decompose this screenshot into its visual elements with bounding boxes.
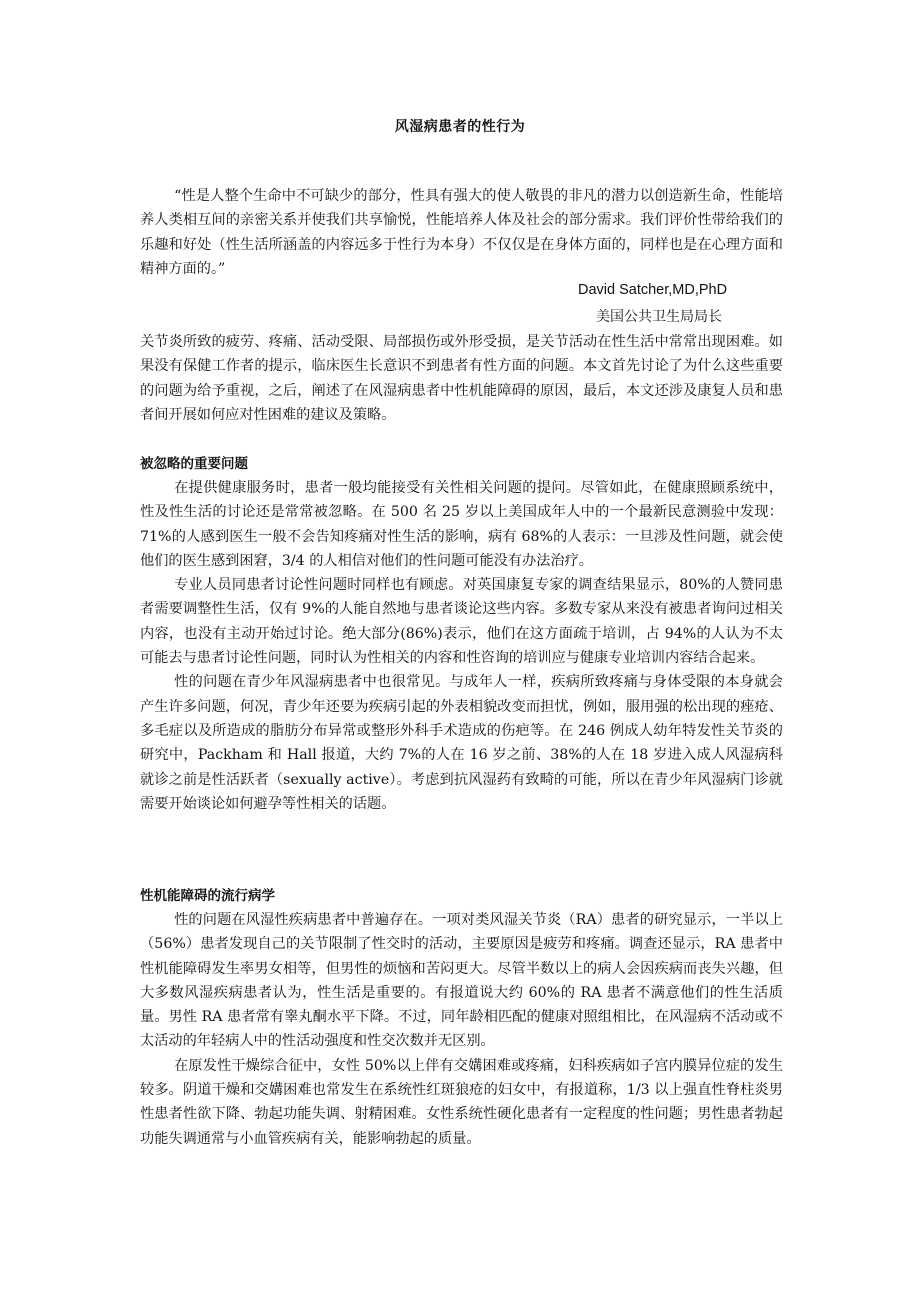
paragraph: 性的问题在青少年风湿病患者中也很常见。与成年人一样，疾病所致疼痛与身体受限的本身就会产生许多问题，何况，青少年还要为疾病引起的外表相貌改变而担忧，例如，服用强的松出现的痤疮、多毛症以及所造成的脂肪分布异常或整形外科手术造成的伤疤等。在 246 例成人幼年特发性关节炎的研究中，Packham 和 Hall 报道，大约 7%的人在 16 岁之前、38%的人在 18 岁进入成人风湿病科就诊之前是性活跃者（sexually active）。考虑到抗风湿药有致畸的可能，所以在青少年风湿病门诊就需要开始谈论如何避孕等性相关的话题。 [140, 674, 783, 812]
intro-paragraph [140, 330, 783, 427]
quote-text: “性是人整个生命中不可缺少的部分，性具有强大的使人敬畏的非凡的潜力以创造新生命，性能培养人类相互间的亲密关系并使我们共享愉悦，性能培养人体及社会的部分需求。我们评价性带给我们的乐趣和好处（性生活所涵盖的内容远多于性行为本身）不仅仅是在身体方面的，同样也是在心理方面和精神方面的。” [140, 188, 783, 277]
paragraph: 在原发性干燥综合征中，女性 50%以上伴有交媾困难或疼痛，妇科疾病如子宫内膜异位症的发生较多。阴道干燥和交媾困难也常发生在系统性红斑狼疮的妇女中，有报道称，1/3 以上强直性脊柱炎男性患者性欲下降、勃起功能失调、射精困难。女性系统性硬化患者有一定程度的性问题；男性患者勃起功能失调通常与小血管疾病有关，能影响勃起的质量。 [140, 1057, 783, 1147]
section-body-neglected-issues [140, 476, 783, 816]
paragraph: 专业人员同患者讨论性问题时同样也有顾虑。对英国康复专家的调查结果显示，80%的人赞同患者需要调整性生活，仅有 9%的人能自然地与患者谈论这些内容。多数专家从来没有被患者询问过相关内容，也没有主动开始过讨论。绝大部分(86%)表示，他们在这方面疏于培训，占 94%的人认为不太可能去与患者讨论性问题，同时认为性相关的内容和性咨询的培训应与健康专业培训内容结合起来。 [140, 577, 783, 667]
epigraph-quote [140, 184, 783, 281]
intro-text: 关节炎所致的疲劳、疼痛、活动受限、局部损伤或外形受损，是关节活动在性生活中常常出现困难。如果没有保健工作者的提示，临床医生长意识不到患者有性方面的问题。本文首先讨论了为什么这些重要的问题为给予重视，之后，阐述了在风湿病患者中性机能障碍的原因，最后，本文还涉及康复人员和患者间开展如何应对性困难的建议及策略。 [140, 334, 783, 423]
quote-attribution-name: David Satcher,MD,PhD [578, 282, 728, 298]
section-heading-epidemiology: 性机能障碍的流行病学 [140, 888, 275, 904]
quote-attribution-role: 美国公共卫生局局长 [596, 309, 722, 325]
paragraph: 在提供健康服务时，患者一般均能接受有关性相关问题的提问。尽管如此，在健康照顾系统中，性及性生活的讨论还是常常被忽略。在 500 名 25 岁以上美国成年人中的一个最新民意测验中发现：71%的人感到医生一般不会告知疼痛对性生活的影响，病有 68%的人表示：一旦涉及性问题，就会使他们的医生感到困窘，3/4 的人相信对他们的性问题可能没有办法治疗。 [140, 480, 783, 569]
paragraph: 性的问题在风湿性疾病患者中普遍存在。一项对类风湿关节炎（RA）患者的研究显示，一半以上（56%）患者发现自己的关节限制了性交时的活动，主要原因是疲劳和疼痛。调查还显示，RA 患者中性机能障碍发生率男女相等，但男性的烦恼和苦闷更大。尽管半数以上的病人会因疾病而丧失兴趣，但大多数风湿疾病患者认为，性生活是重要的。有报道说大约 60%的 RA 患者不满意他们的性生活质量。男性 RA 患者常有睾丸酮水平下降。不过，同年龄相匹配的健康对照组相比，在风湿病不活动或不太活动的年轻病人中的性活动强度和性交次数并无区别。 [140, 912, 783, 1050]
document-title: 风湿病患者的性行为 [394, 119, 526, 135]
section-body-epidemiology [140, 908, 783, 1151]
section-heading-neglected-issues: 被忽略的重要问题 [140, 456, 248, 472]
